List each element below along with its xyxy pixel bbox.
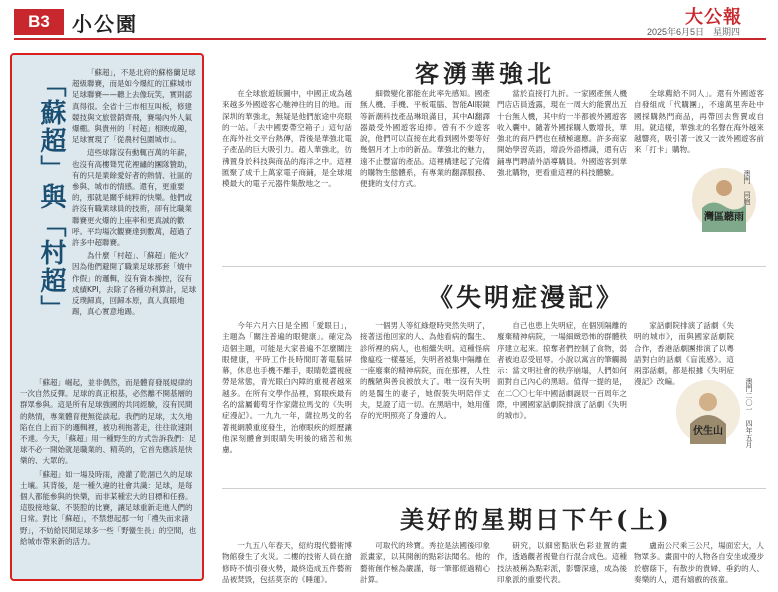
article1-text: 細微變化都能在此率先感知。國產無人機、手機、平板電腦、智能AI眼鏡等新潮科技產品琳琅滿目，其中AI翻譯器最受外國遊客追捧。曾有不少遊客說，他們可以直接在此看到國外要等好幾個月才上市的新品。華強北的魅力，遠不止豐富的產品。這裡構建起了完備的購物生態體系，有專業的翻譯服務、便捷的支付方式。	[360, 89, 490, 189]
article2-text: 家話劇院排演了話劇《失明的城市》，而與國家話劇院合作，香港話劇團排演了以粵語對白的話劇《盲流感》。這兩部話劇，都是根據《失明症漫記》改編。	[634, 321, 734, 387]
page-header	[0, 0, 778, 42]
page-number-tag: B3	[14, 9, 64, 35]
article3-text: 可取代的珍寶。秀拉是法國後印象派畫家，以其開創的點彩法聞名。他的藝術創作極為嚴謹，每一筆都經過精心計算。	[360, 541, 490, 584]
article1-text: 當於直接打九折。一家國產無人機門店店員透露，現在一周大約能賣出五十台無人機，其中約一半都被外國遊客收入囊中。隨著外國採購人數增長，華強北的商戶們也在積極適應。許多商家開始學習英語，增設外語標識，還有店鋪專門聘請外語導購員。外國遊客到華強北購物，更看重這裡的科技體驗。	[497, 89, 627, 178]
article2-text: 今年六月六日是全國「愛眼日」，主題為「關注普遍的眼健康」。確定為這個主題，可能是大家普遍不怎麼關注眼健康，平時工作長時間盯著電腦屏幕，休息也手機不離手，眼睛乾澀視疲勞是常態，青光眼白內障的重視者越來越多。在所有文學作品裡，寫眼疾最有名的當屬葡萄牙作家薩拉馬戈的《失明症漫記》。一九九一年，薩拉馬戈的名著視網膜重度發生，治療眼疾的經歷讓他深刻體會到眼睛失明後的痛苦和焦慮。	[222, 321, 352, 455]
left-paragraph: 這些球隊沒有動輒百萬的年薪，也沒有高樓聳咒花裡繡的團隊贊助，有的只是業餘愛好者的熱情、社區的參與、城市的情感。還有，更重要的，那就是關乎純粹的快樂。他們或許沒有職業球員的技術，卻有比職業聯賽更火爆的上座率和更真誠的歡呼。平均場次觀賽達到數萬，超過了許多中超聯賽。	[72, 148, 192, 248]
section-divider	[222, 488, 766, 489]
article3-text: 一九五八年春天，紹約現代藝術博物館發生了火災。二樓的技術人員在搶修時不慎引發火勢，最終造成五件藝術品被焚毀，包括莫奈的《睡蓮》。	[222, 541, 352, 584]
left-paragraph: 「蘇超」崛起，並非偶然，而是體育發展規律的一次自然反彈。足球的真正根基，必然離不開基層的群眾參與。這是所有足球強國的共同經驗，沒有民間的熱情，專業體育便無從談起。我們的足球，太久地陷在自上而下的邏輯裡，被功利拖著走，往往欲速則不達。今天，「蘇超」用一種野生的方式告訴我們：足球不必一開始就是職業的、精英的，它首先應該是快樂的、大眾的。	[20, 378, 197, 466]
article3-text: 盧南公尺乘三公尺，場面宏大，人物眾多。畫面中的人物各自安坐或漫步於樹蔭下，有散步的貴婦、垂釣的人、奏樂的人，還有嬉戲的孩童。	[634, 541, 764, 584]
left-feature-box	[10, 53, 204, 581]
article1-text: 全球薦給不同人」。還有外國遊客自發組成「代購團」，不遠萬里奔赴中國採購熱門商品，再帶回去售賣或自用。就這樣，華強北的名聲在海外越來越響亮，吸引著一波又一波外國遊客前來「打卡」購物。	[634, 89, 764, 155]
article2-byline: 澳門二〇一 四年五月	[745, 378, 753, 448]
article3-column-3	[497, 540, 627, 586]
article2-title: 《失明症漫記》	[428, 283, 625, 312]
left-article-upper-text	[72, 67, 198, 319]
article1-text: 在全球旅遊版圖中，中國正成為越來越多外國遊客心馳神往的目的地。而深圳的華強北，無疑是他們旅途中亮眼的一站。「去中國要帶空箱子」這句話在海外社交平台熱傳，背後是華強北電子產品的巨大吸引力。趙人華強北，彷彿置身於科技與商品的海洋之中。這裡匯聚了成千上萬家電子商鋪，是全球規模最大的電子元器件集散地之一。	[222, 89, 352, 189]
article2-column-3	[497, 320, 627, 482]
article1-column-4	[634, 88, 764, 166]
article2-text: 一個男人等紅綠燈時突然失明了，接著送他回家的人、為他看病的醫生、診所裡的病人，也相繼失明。這種怪病像瘟疫一樣蔓延，失明者被集中隔離在一座廢棄的精神病院，而在那裡，人性的醜陋與善良被放大了。唯一沒有失明的是醫生的妻子，她假裝失明陪伴丈夫，見證了這一切。在黑暗中，她用僅存的光明照亮了身邊的人。	[360, 321, 490, 421]
article2-text: 自己也患上失明症，在個別隔離的廢棄精神病院，一場細緻恐怖的群體秩序建立起來。掠奪者們控制了食物，弱者被迫忍受屈辱。小說以寓言的筆觸揭示：當文明社會的秩序崩塌，人們如何面對自己內心的黑暗。值得一提的是，在二〇〇七年中國話劇誕辰一百周年之際，中國國家話劇院排演了話劇《失明的城市》。	[497, 321, 627, 421]
left-paragraph: 為什麼「村超」、「蘇超」能火？因為他們避開了職業足球那套「燒中作假」的邏輯，沒有資本操控，沒有成績KPI，去除了各種功利算計，足球反璞歸真，回歸本原，真人真眼地踢，真心實意地踢。	[72, 251, 197, 317]
left-article-lower-text	[20, 377, 198, 549]
article1-column-2	[360, 88, 490, 190]
avatar2-label: 伏生山	[693, 426, 723, 437]
article1-title: 客湧華強北	[415, 59, 555, 88]
left-paragraph: 「蘇超」，不是北府的蘇格蘭足球超級聯賽，而是如今爆紅的江蘇城市足球聯賽——聽上去像玩笑，實則認真得很。全省十三市相互叫板，修建競技與文旅營銷齊飛，賽場內外人氣爆棚。與貴州的「村超」相映成趣，足球實現了「從農村包圍城市」。	[72, 68, 196, 145]
header-rule	[14, 38, 766, 40]
left-paragraph: 「蘇超」如一場及時雨，澆灌了乾涸已久的足球土壤。其背後，是一種久違的社會共識：足球，是每個人都能參與的快樂，而非某種宏大的目標和任務。這股接地氣、不裝腔的比賽，讓足球重新走進人們的日常。對比「蘇超」，不禁想起那一句「禮失而求諸野」，不妨給民間足球多一些「野蠻生長」的空間，也給城市帶來新的活力。	[20, 469, 197, 546]
article3-title: 美好的星期日下午(上)	[400, 505, 672, 534]
article3-column-2	[360, 540, 490, 586]
section-divider	[222, 266, 766, 267]
article2-column-2	[360, 320, 490, 482]
article3-column-4	[634, 540, 764, 586]
article2-column-1	[222, 320, 352, 482]
article2-column-4	[634, 320, 734, 387]
section-title: 小公園	[72, 12, 138, 36]
left-article-title: 「蘇超」與「村超」	[36, 71, 66, 323]
masthead-logo: 大公報	[685, 7, 742, 28]
article1-column-3	[497, 88, 627, 178]
article1-column-1	[222, 88, 352, 190]
publication-date: 2025年6月5日 星期四	[646, 27, 740, 37]
article3-column-1	[222, 540, 352, 586]
columnist-avatar	[676, 380, 740, 444]
avatar1-label: 灣區聽雨	[704, 212, 744, 223]
article3-text: 研究，以細密點狀色彩並置的畫作，透過觀者視覺自行混合成色。這種技法被稱為點彩派，影響深遠，成為後印象派的重要代表。	[497, 541, 627, 584]
article1-byline: 澳門 同胞	[743, 170, 751, 205]
